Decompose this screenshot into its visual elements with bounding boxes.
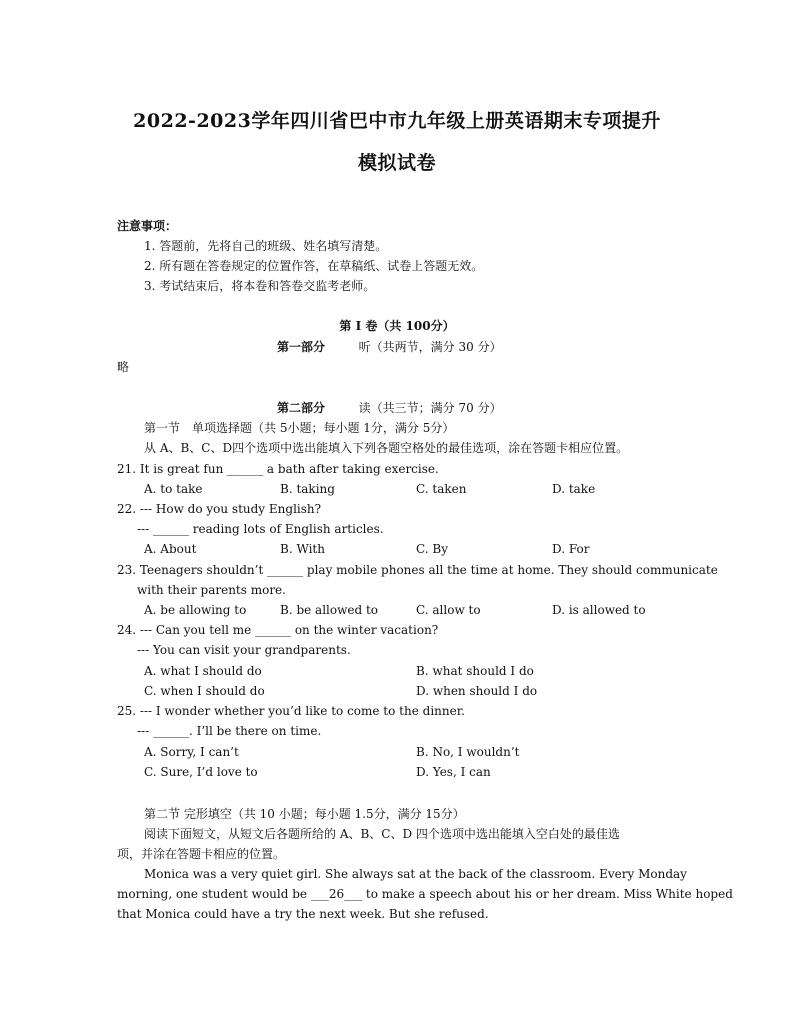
question-24-stem: 24. --- Can you tell me ______ on the winter vacation? <box>117 623 439 637</box>
q23-option-b: B. be allowed to <box>280 603 379 617</box>
q21-option-d: D. take <box>552 482 596 496</box>
q24-option-d: D. when should I do <box>416 684 538 698</box>
section1-heading: 第一节 单项选择题（共 5小题；每小题 1分，满分 5分） <box>144 421 455 435</box>
q22-option-a: A. About <box>144 542 197 556</box>
question-25-answer-line: --- ______. I’ll be there on time. <box>137 724 322 738</box>
question-22-stem: 22. --- How do you study English? <box>117 502 322 516</box>
section2-instruction-cont: 项，并涂在答题卡相应的位置。 <box>117 847 286 861</box>
q22-option-b: B. With <box>280 542 325 556</box>
q25-option-c: C. Sure, I’d love to <box>144 765 258 779</box>
exam-title: 2022-2023学年四川省巴中市九年级上册英语期末专项提升 <box>133 110 661 132</box>
section2-instruction: 阅读下面短文，从短文后各题所给的 A、B、C、D 四个选项中选出能填入空白处的最佳选 <box>144 827 620 841</box>
part2-label: 第二部分 <box>277 401 326 415</box>
q22-option-c: C. By <box>416 542 448 556</box>
notice-item: 1. 答题前，先将自己的班级、姓名填写清楚。 <box>144 239 388 253</box>
section2-heading: 第二节 完形填空（共 10 小题；每小题 1.5分，满分 15分） <box>144 807 465 821</box>
passage-line: morning, one student would be ___26___ to make a speech about his or her dream. Miss White hoped <box>117 887 733 901</box>
notice-heading: 注意事项： <box>117 219 178 233</box>
question-22-answer-line: --- ______ reading lots of English articles. <box>137 522 384 536</box>
question-21-stem: 21. It is great fun ______ a bath after taking exercise. <box>117 462 439 476</box>
q25-option-a: A. Sorry, I can’t <box>144 745 239 759</box>
passage-line: that Monica could have a try the next week. But she refused. <box>117 907 489 921</box>
omitted-note: 略 <box>117 360 130 374</box>
q21-option-c: C. taken <box>416 482 467 496</box>
q23-option-a: A. be allowing to <box>144 603 247 617</box>
q23-option-c: C. allow to <box>416 603 481 617</box>
q24-option-a: A. what I should do <box>144 664 262 678</box>
q25-option-d: D. Yes, I can <box>416 765 491 779</box>
part1-heading <box>277 339 502 355</box>
passage-line: Monica was a very quiet girl. She always sat at the back of the classroom. Every Monday <box>144 867 687 881</box>
q24-option-c: C. when I should do <box>144 684 265 698</box>
question-23-stem: 23. Teenagers shouldn’t ______ play mobile phones all the time at home. They should communicate <box>117 563 718 577</box>
section1-instruction: 从 A、B、C、D四个选项中选出能填入下列各题空格处的最佳选项，涂在答题卡相应位置。 <box>144 441 629 455</box>
part1-label: 第一部分 <box>277 340 326 354</box>
exam-subtitle: 模拟试卷 <box>357 152 436 174</box>
question-25-stem: 25. --- I wonder whether you’d like to come to the dinner. <box>117 704 465 718</box>
part2-heading <box>277 400 502 416</box>
part2-desc: 读（共三节；满分 70 分） <box>358 401 502 415</box>
question-24-answer-line: --- You can visit your grandparents. <box>137 643 351 657</box>
q24-option-b: B. what should I do <box>416 664 534 678</box>
q22-option-d: D. For <box>552 542 590 556</box>
q25-option-b: B. No, I wouldn’t <box>416 745 520 759</box>
notice-item: 2. 所有题在答卷规定的位置作答，在草稿纸、试卷上答题无效。 <box>144 259 484 273</box>
question-23-continuation: with their parents more. <box>137 583 286 597</box>
q23-option-d: D. is allowed to <box>552 603 646 617</box>
q21-option-b: B. taking <box>280 482 335 496</box>
q21-option-a: A. to take <box>144 482 203 496</box>
volume-heading: 第 Ⅰ 卷（共 100分） <box>339 319 455 333</box>
notice-item: 3. 考试结束后，将本卷和答卷交监考老师。 <box>144 279 376 293</box>
part1-desc: 听（共两节，满分 30 分） <box>358 340 502 354</box>
